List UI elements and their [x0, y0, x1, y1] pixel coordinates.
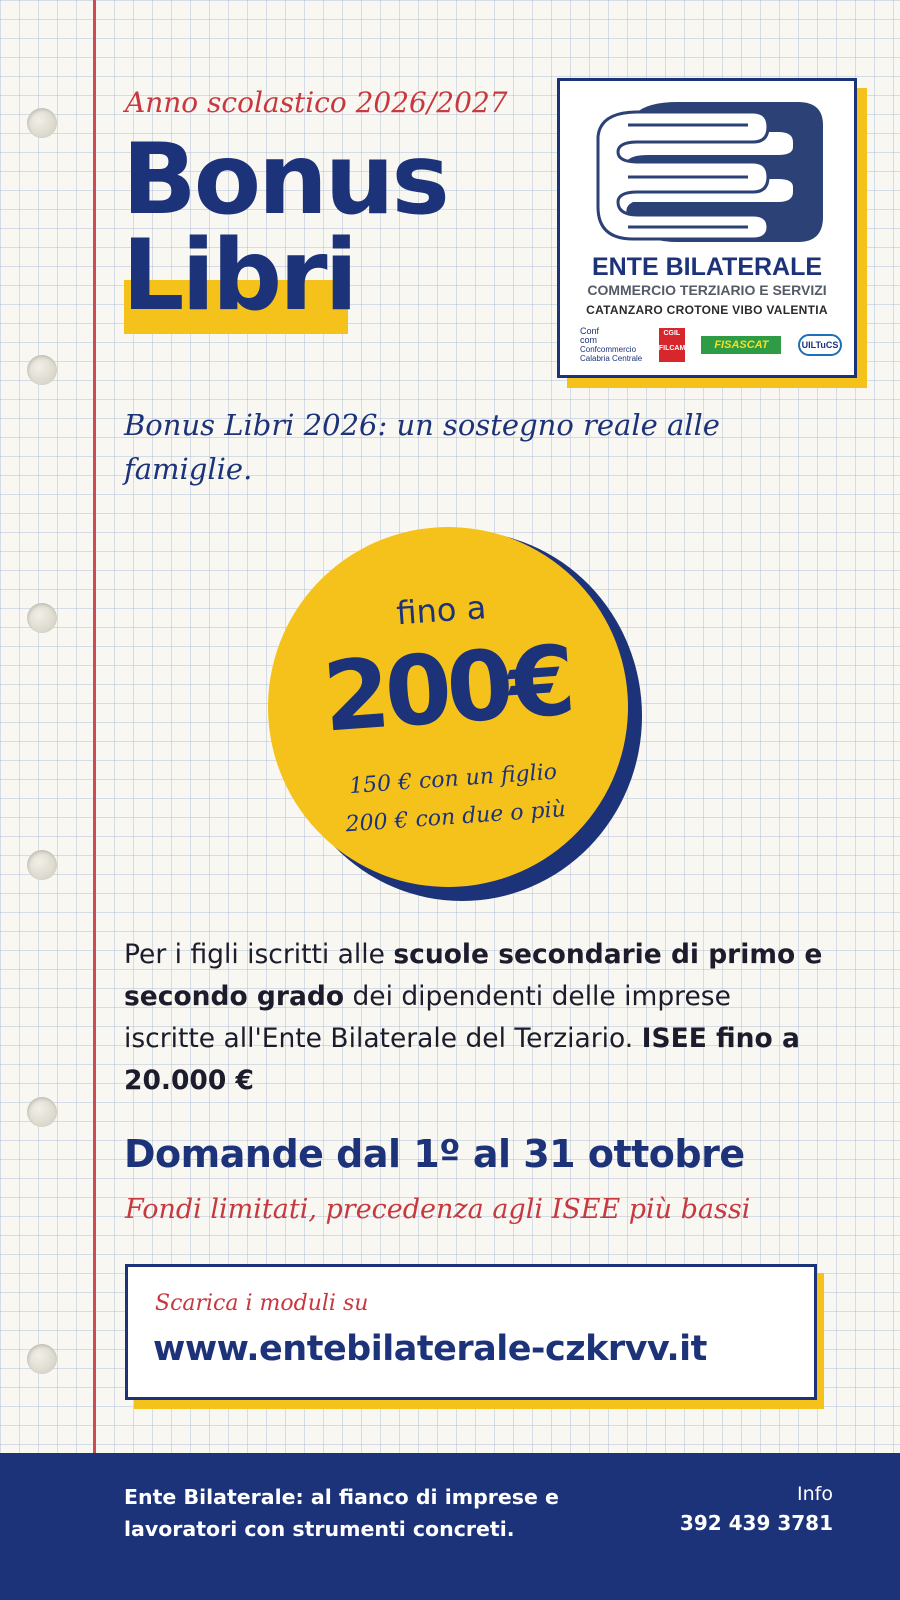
application-deadline: Domande dal 1º al 31 ottobre: [124, 1132, 745, 1176]
download-label: Scarica i moduli su: [155, 1291, 369, 1316]
cgil-filcams-logo: [658, 328, 690, 362]
eligibility-isee: ISEE fino a 20.000 €: [124, 1023, 800, 1096]
badge-amount: 200€: [319, 624, 574, 754]
fisascat-logo: FISASCAT: [701, 336, 781, 354]
download-url-link[interactable]: www.entebilaterale-czkrvv.it: [153, 1329, 707, 1369]
binder-hole: [27, 1344, 57, 1374]
binder-hole: [27, 1097, 57, 1127]
eligibility-part-2: dei dipendenti delle imprese iscritte all'Ente Bilaterale del Terziario.: [124, 981, 731, 1054]
badge-prefix: fino a: [395, 588, 488, 633]
binder-hole: [27, 108, 57, 138]
title-line-2: Libri: [122, 219, 356, 333]
binder-hole: [27, 850, 57, 880]
eligibility-text: [124, 934, 824, 1102]
eligibility-part-1: Per i figli iscritti alle: [124, 939, 394, 970]
logo-cities: CATANZARO CROTONE VIBO VALENTIA: [586, 303, 828, 317]
confcommercio-name: Confcommercio: [580, 345, 637, 354]
footer-contact: [680, 1483, 833, 1535]
title-line-1: Bonus: [122, 123, 447, 237]
notebook-margin-line: [93, 0, 96, 1453]
logo-name: ENTE BILATERALE: [591, 253, 823, 281]
confcommercio-short-1: Conf: [580, 326, 600, 336]
confcommercio-region: Calabria Centrale: [580, 354, 643, 363]
binder-hole: [27, 603, 57, 633]
priority-note: Fondi limitati, precedenza agli ISEE più bassi: [125, 1194, 751, 1225]
eligibility-schools: scuole secondarie di primo e secondo grado: [124, 939, 823, 1012]
filcams-label: FILCAMS: [658, 345, 690, 352]
footer-tagline: Ente Bilaterale: al fianco di imprese e lavoratori con strumenti concreti.: [124, 1485, 559, 1541]
uiltucs-logo: UILTuCS: [798, 334, 842, 356]
badge-detail-two-children: 200 € con due o più: [344, 797, 567, 838]
binder-hole: [27, 355, 57, 385]
confcommercio-short-2: com: [580, 335, 598, 345]
logo-sector: COMMERCIO TERZIARIO E SERVIZI: [587, 282, 827, 298]
footer-phone[interactable]: 392 439 3781: [679, 1511, 833, 1535]
footer-info-label: Info: [797, 1483, 833, 1505]
school-year: Anno scolastico 2026/2027: [125, 86, 508, 119]
badge-detail-one-child: 150 € con un figlio: [348, 759, 558, 800]
title-line-2-wrap: [122, 219, 356, 333]
confcommercio-logo: [580, 327, 642, 363]
subtitle: Bonus Libri 2026: un sostegno reale alle famiglie.: [124, 408, 720, 486]
cgil-label: CGIL: [663, 330, 681, 337]
download-box: [125, 1264, 817, 1400]
footer: [0, 1453, 900, 1600]
partner-logos: [580, 325, 842, 365]
